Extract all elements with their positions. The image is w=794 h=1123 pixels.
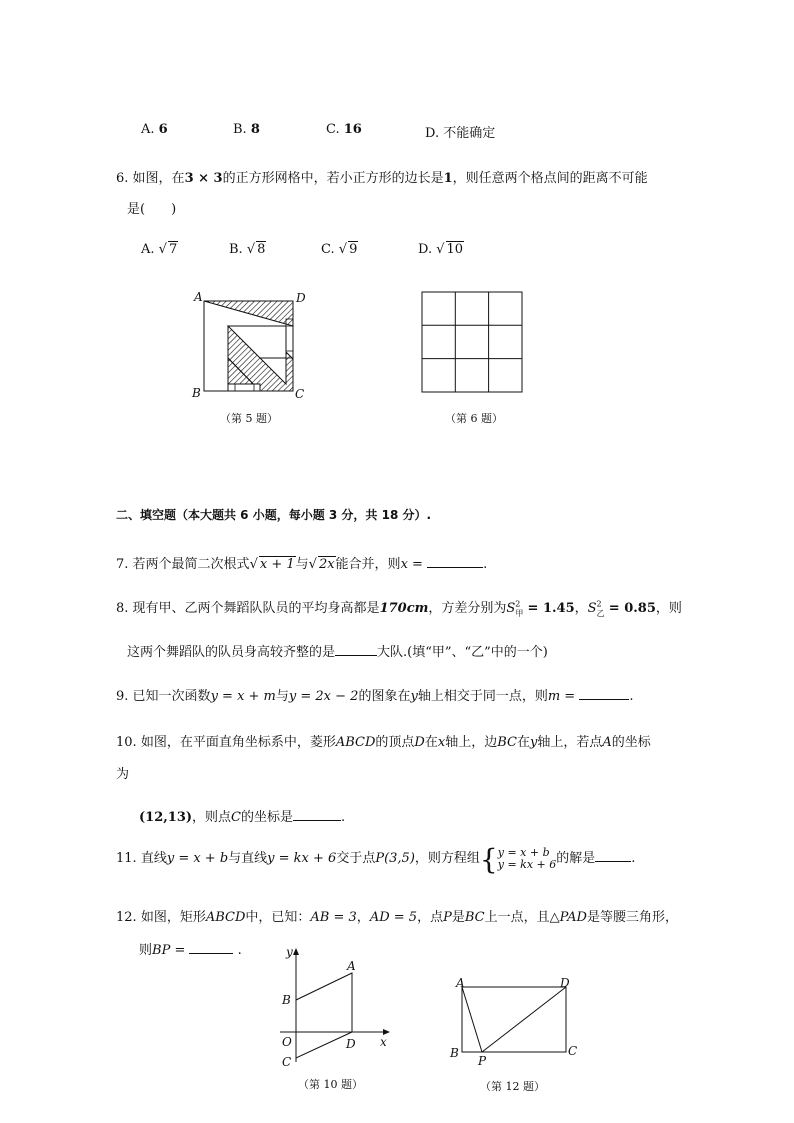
q6-choice-a: A. √ 7 (141, 242, 178, 257)
q9: 9. 已知一次函数y = x + m与y = 2x − 2的图象在y轴上相交于同一点，则m = . (116, 689, 634, 704)
fig5-caption: （第 5 题） (220, 412, 278, 425)
figure-6-grid (420, 290, 526, 394)
q7-answer-blank[interactable] (427, 567, 483, 568)
fig10-label-d: D (346, 1037, 356, 1051)
fig5-label-d: D (296, 291, 306, 305)
q10-line1: 10. 如图，在平面直角坐标系中，菱形ABCD的顶点D在x轴上，边BC在y轴上，若点A的坐标 (116, 735, 651, 750)
section-2-title: 二、填空题（本大题共 6 小题，每小题 3 分，共 18 分）. (116, 508, 432, 522)
fig10-label-a: A (347, 959, 356, 973)
q11-answer-blank[interactable] (595, 861, 631, 862)
fig5-top-triangle (204, 301, 293, 326)
figure-5 (188, 288, 310, 400)
q6-choice-c: C. √ 9 (321, 242, 358, 257)
fig12-label-c: C (568, 1044, 578, 1058)
q12-line1: 12. 如图，矩形ABCD中，已知：AB = 3，AD = 5，点P是BC上一点，且△PAD是等腰三角形， (116, 910, 678, 925)
q6-choice-b: B. √ 8 (229, 242, 266, 257)
q10-line2: 为 (116, 767, 130, 782)
fig10-label-b: B (282, 993, 291, 1007)
q8-line1: 8. 现有甲、乙两个舞蹈队队员的平均身高都是170cm，方差分别为$S^2_甲 = 1.45$，$S^2_乙 = 0.85$，则 (116, 599, 682, 618)
q12-line2: 则BP = . (139, 943, 242, 958)
fig12-label-d: D (560, 976, 570, 990)
q6-line1: 6. 如图，在3 × 3的正方形网格中，若小正方形的边长是1，则任意两个格点间的距离不可能 (116, 171, 648, 186)
q9-answer-blank[interactable] (579, 699, 629, 700)
q6-choice-d: D. √ 10 (418, 242, 464, 257)
q10-line3: (12,13)，则点C的坐标是 . (139, 810, 346, 825)
fig10-label-o: O (282, 1035, 292, 1049)
q11: 11. 直线y = x + b与直线y = kx + 6交于点P(3,5)，则方程组{y = x + b y = kx + 6的解是 . (116, 843, 636, 876)
fig5-label-b: B (192, 386, 201, 400)
figure-12 (448, 975, 584, 1067)
q10-answer-blank[interactable] (293, 820, 341, 821)
fig6-caption: （第 6 题） (445, 412, 503, 425)
fig10-caption: （第 10 题） (298, 1078, 363, 1091)
fig5-label-a: A (194, 290, 203, 304)
q5-choice-a: A. 6 (141, 122, 168, 137)
q8-line2: 这两个舞蹈队的队员身高较齐整的是 大队.(填“甲”、“乙”中的一个) (127, 645, 548, 660)
fig12-label-b: B (450, 1046, 459, 1060)
fig12-label-p: P (478, 1054, 487, 1067)
q5-choice-c: C. 16 (326, 122, 362, 137)
fig12-label-a: A (456, 976, 465, 990)
fig10-label-c: C (282, 1055, 292, 1069)
q6-line2: 是( ) (127, 202, 177, 217)
q5-choice-d: D. 不能确定 (425, 126, 496, 141)
q12-answer-blank[interactable] (189, 953, 233, 954)
fig10-label-y: y (286, 945, 293, 959)
fig12-caption: （第 12 题） (480, 1080, 545, 1093)
q5-choice-b: B. 8 (233, 122, 260, 137)
figure-10 (272, 940, 394, 1072)
fig10-label-x: x (380, 1035, 387, 1049)
fig5-label-c: C (295, 387, 305, 400)
q8-answer-blank[interactable] (335, 655, 377, 656)
q7: 7. 若两个最简二次根式√ x + 1与√ 2x能合并，则x = . (116, 557, 488, 572)
